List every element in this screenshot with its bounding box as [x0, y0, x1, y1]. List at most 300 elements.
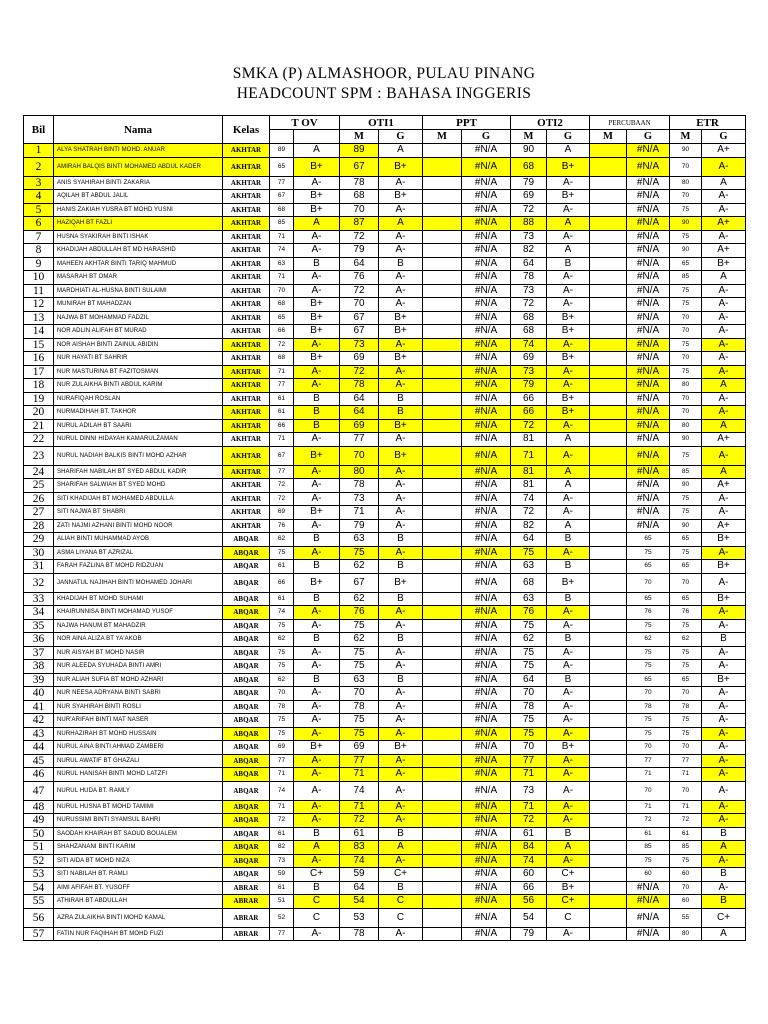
class-name: ABQAR	[223, 546, 270, 560]
tov-mark: 75	[270, 546, 294, 560]
tov-mark: 74	[270, 781, 294, 800]
ppt-grade: #N/A	[462, 533, 511, 547]
tov-mark: 61	[270, 827, 294, 841]
oti2-mark: 72	[511, 419, 547, 433]
oti2-grade: B+	[547, 881, 590, 895]
percubaan-mark	[590, 311, 627, 325]
student-name: ZATI NAJMI AZHANI BINTI MOHD NOOR	[54, 519, 223, 533]
etr-mark: 70	[670, 311, 702, 325]
class-name: AKHTAR	[223, 479, 270, 493]
tov-grade: A-	[294, 619, 340, 633]
table-row	[24, 379, 746, 393]
oti1-grade: B	[379, 257, 423, 271]
etr-grade: A-	[702, 687, 746, 701]
ppt-grade: #N/A	[462, 365, 511, 379]
etr-mark: 61	[670, 827, 702, 841]
percubaan-mark	[590, 606, 627, 620]
percubaan-grade: 75	[627, 727, 670, 741]
oti2-grade: B+	[547, 741, 590, 755]
ppt-grade: #N/A	[462, 546, 511, 560]
row-number: 21	[24, 419, 54, 433]
student-name: MAHEEN AKHTAR BINTI TARIQ MAHMUD	[54, 257, 223, 271]
row-number: 36	[24, 633, 54, 647]
etr-grade: A	[702, 379, 746, 393]
percubaan-grade: #N/A	[627, 379, 670, 393]
oti1-mark: 72	[340, 365, 379, 379]
oti2-mark: 71	[511, 768, 547, 782]
ppt-mark	[423, 687, 462, 701]
ppt-grade: #N/A	[462, 841, 511, 855]
tov-grade: A-	[294, 379, 340, 393]
oti2-mark: 75	[511, 619, 547, 633]
etr-mark: 70	[670, 781, 702, 800]
oti2-mark: 75	[511, 646, 547, 660]
percubaan-mark	[590, 841, 627, 855]
oti2-mark: 73	[511, 781, 547, 800]
oti1-mark: 71	[340, 800, 379, 814]
oti1-mark: 77	[340, 433, 379, 447]
tov-mark: 75	[270, 714, 294, 728]
etr-mark: 90	[670, 519, 702, 533]
percubaan-mark	[590, 754, 627, 768]
ppt-mark	[423, 244, 462, 258]
oti1-mark: 75	[340, 660, 379, 674]
subheader-tov-g	[294, 130, 340, 144]
table-row	[24, 492, 746, 506]
ppt-mark	[423, 573, 462, 592]
student-name: NOR AISHAH BINTI ZAINUL ABIDIN	[54, 338, 223, 352]
ppt-mark	[423, 868, 462, 882]
tov-mark: 68	[270, 352, 294, 366]
class-name: AKHTAR	[223, 311, 270, 325]
etr-grade: A-	[702, 406, 746, 420]
oti2-grade: A-	[547, 687, 590, 701]
ppt-grade: #N/A	[462, 768, 511, 782]
oti1-grade: A-	[379, 244, 423, 258]
class-name: AKHTAR	[223, 352, 270, 366]
student-name: JANNATUL NAJIHAH BINTI MOHAMED JOHARI	[54, 573, 223, 592]
etr-grade: B+	[702, 673, 746, 687]
etr-grade: A-	[702, 325, 746, 339]
ppt-mark	[423, 673, 462, 687]
row-number: 53	[24, 868, 54, 882]
oti2-grade: A	[547, 465, 590, 479]
subheader-oti1-m: M	[340, 130, 379, 144]
oti1-mark: 53	[340, 908, 379, 927]
percubaan-grade: #N/A	[627, 506, 670, 520]
percubaan-grade: 65	[627, 673, 670, 687]
tov-mark: 63	[270, 257, 294, 271]
ppt-grade: #N/A	[462, 465, 511, 479]
tov-grade: B+	[294, 573, 340, 592]
student-name: HANIS ZAKIAH YUSRA BT MOHD YUSNI	[54, 203, 223, 217]
oti1-grade: A	[379, 217, 423, 231]
etr-mark: 60	[670, 895, 702, 909]
ppt-grade: #N/A	[462, 881, 511, 895]
oti1-grade: B+	[379, 573, 423, 592]
student-name: NUR'ARIFAH BINTI MAT NASER	[54, 714, 223, 728]
row-number: 5	[24, 203, 54, 217]
oti1-mark: 75	[340, 727, 379, 741]
tov-mark: 75	[270, 727, 294, 741]
student-name: SITI KHADIJAH BT MOHAMED ABDULLA	[54, 492, 223, 506]
percubaan-grade: #N/A	[627, 190, 670, 204]
ppt-grade: #N/A	[462, 633, 511, 647]
oti1-mark: 75	[340, 619, 379, 633]
table-row	[24, 546, 746, 560]
oti1-mark: 72	[340, 284, 379, 298]
oti1-grade: A-	[379, 284, 423, 298]
etr-mark: 65	[670, 257, 702, 271]
etr-mark: 75	[670, 660, 702, 674]
etr-mark: 75	[670, 338, 702, 352]
oti1-grade: B+	[379, 352, 423, 366]
student-name: HUSNA SYAKIRAH BINTI ISHAK	[54, 230, 223, 244]
student-name: AQILAH BT ABDUL JALIL	[54, 190, 223, 204]
percubaan-mark	[590, 908, 627, 927]
oti2-grade: B	[547, 827, 590, 841]
table-row	[24, 827, 746, 841]
percubaan-grade: #N/A	[627, 519, 670, 533]
table-row	[24, 606, 746, 620]
percubaan-grade: 75	[627, 546, 670, 560]
ppt-grade: #N/A	[462, 257, 511, 271]
oti1-mark: 89	[340, 144, 379, 158]
class-name: ABQAR	[223, 854, 270, 868]
oti1-mark: 75	[340, 646, 379, 660]
oti2-mark: 82	[511, 244, 547, 258]
tov-grade: A-	[294, 365, 340, 379]
table-row	[24, 895, 746, 909]
row-number: 16	[24, 352, 54, 366]
etr-grade: C+	[702, 908, 746, 927]
ppt-mark	[423, 271, 462, 285]
table-row	[24, 298, 746, 312]
ppt-mark	[423, 619, 462, 633]
tov-grade: B	[294, 257, 340, 271]
etr-grade: B	[702, 633, 746, 647]
tov-grade: B+	[294, 311, 340, 325]
oti2-grade: A-	[547, 927, 590, 941]
oti2-mark: 71	[511, 446, 547, 465]
table-row	[24, 560, 746, 574]
ppt-grade: #N/A	[462, 298, 511, 312]
ppt-grade: #N/A	[462, 687, 511, 701]
oti1-grade: B+	[379, 157, 423, 176]
row-number: 49	[24, 814, 54, 828]
oti1-grade: A-	[379, 176, 423, 190]
etr-mark: 75	[670, 646, 702, 660]
tov-grade: B+	[294, 325, 340, 339]
tov-grade: A-	[294, 338, 340, 352]
percubaan-grade: #N/A	[627, 284, 670, 298]
etr-grade: A-	[702, 492, 746, 506]
etr-grade: B+	[702, 257, 746, 271]
tov-grade: A-	[294, 230, 340, 244]
tov-mark: 70	[270, 687, 294, 701]
etr-mark: 75	[670, 714, 702, 728]
oti1-grade: A-	[379, 927, 423, 941]
percubaan-grade: 65	[627, 560, 670, 574]
percubaan-mark	[590, 352, 627, 366]
oti2-grade: C+	[547, 868, 590, 882]
percubaan-mark	[590, 646, 627, 660]
percubaan-mark	[590, 727, 627, 741]
ppt-grade: #N/A	[462, 908, 511, 927]
ppt-grade: #N/A	[462, 392, 511, 406]
percubaan-grade: #N/A	[627, 257, 670, 271]
row-number: 55	[24, 895, 54, 909]
oti1-mark: 67	[340, 573, 379, 592]
etr-grade: A-	[702, 352, 746, 366]
subheader-oti2-m: M	[511, 130, 547, 144]
ppt-grade: #N/A	[462, 781, 511, 800]
tov-grade: B	[294, 673, 340, 687]
etr-grade: A-	[702, 700, 746, 714]
oti2-grade: B+	[547, 157, 590, 176]
oti1-grade: A-	[379, 727, 423, 741]
ppt-mark	[423, 881, 462, 895]
student-name: NOR AINA ALIZA BT YA'AKOB	[54, 633, 223, 647]
percubaan-grade: 77	[627, 754, 670, 768]
oti2-grade: A-	[547, 338, 590, 352]
oti2-grade: B+	[547, 573, 590, 592]
ppt-mark	[423, 700, 462, 714]
table-row	[24, 311, 746, 325]
table-row	[24, 841, 746, 855]
subheader-etr-g: G	[702, 130, 746, 144]
row-number: 1	[24, 144, 54, 158]
table-row	[24, 406, 746, 420]
percubaan-grade: 61	[627, 827, 670, 841]
tov-mark: 71	[270, 768, 294, 782]
header-oti1: OTI1	[340, 116, 423, 130]
tov-mark: 85	[270, 217, 294, 231]
table-row	[24, 392, 746, 406]
oti1-mark: 69	[340, 419, 379, 433]
percubaan-mark	[590, 519, 627, 533]
percubaan-mark	[590, 800, 627, 814]
oti1-grade: A	[379, 144, 423, 158]
oti1-mark: 63	[340, 673, 379, 687]
oti2-mark: 69	[511, 352, 547, 366]
class-name: ABQAR	[223, 660, 270, 674]
table-row	[24, 673, 746, 687]
ppt-grade: #N/A	[462, 519, 511, 533]
header-tov: T OV	[270, 116, 340, 130]
etr-mark: 90	[670, 479, 702, 493]
student-name: NUR ALEEDA SYUHADA BINTI AMRI	[54, 660, 223, 674]
row-number: 42	[24, 714, 54, 728]
ppt-grade: #N/A	[462, 606, 511, 620]
ppt-grade: #N/A	[462, 573, 511, 592]
oti1-grade: A-	[379, 271, 423, 285]
oti2-grade: B+	[547, 311, 590, 325]
ppt-grade: #N/A	[462, 492, 511, 506]
table-row	[24, 854, 746, 868]
ppt-mark	[423, 781, 462, 800]
percubaan-grade: 60	[627, 868, 670, 882]
tov-mark: 61	[270, 406, 294, 420]
tov-grade: B+	[294, 298, 340, 312]
ppt-mark	[423, 406, 462, 420]
oti1-grade: B	[379, 533, 423, 547]
oti2-grade: B+	[547, 392, 590, 406]
oti2-grade: C	[547, 908, 590, 927]
tov-grade: A-	[294, 768, 340, 782]
etr-grade: A+	[702, 433, 746, 447]
tov-mark: 68	[270, 203, 294, 217]
tov-mark: 69	[270, 741, 294, 755]
ppt-mark	[423, 176, 462, 190]
table-row	[24, 687, 746, 701]
ppt-mark	[423, 727, 462, 741]
row-number: 12	[24, 298, 54, 312]
oti1-grade: A-	[379, 479, 423, 493]
oti2-mark: 75	[511, 727, 547, 741]
etr-grade: A	[702, 176, 746, 190]
etr-mark: 75	[670, 203, 702, 217]
oti1-mark: 54	[340, 895, 379, 909]
ppt-grade: #N/A	[462, 714, 511, 728]
etr-grade: A-	[702, 365, 746, 379]
class-name: ABQAR	[223, 633, 270, 647]
row-number: 19	[24, 392, 54, 406]
table-row	[24, 741, 746, 755]
tov-mark: 89	[270, 144, 294, 158]
ppt-mark	[423, 633, 462, 647]
oti1-grade: B+	[379, 741, 423, 755]
oti1-mark: 67	[340, 311, 379, 325]
oti2-grade: B	[547, 592, 590, 606]
oti1-grade: A-	[379, 492, 423, 506]
student-name: ATHIRAH BT ABDULLAH	[54, 895, 223, 909]
class-name: AKHTAR	[223, 338, 270, 352]
table-row	[24, 727, 746, 741]
table-row	[24, 814, 746, 828]
table-row	[24, 781, 746, 800]
class-name: ABQAR	[223, 768, 270, 782]
etr-grade: B+	[702, 592, 746, 606]
percubaan-mark	[590, 673, 627, 687]
oti1-mark: 70	[340, 446, 379, 465]
etr-grade: A-	[702, 646, 746, 660]
headcount-table	[23, 115, 746, 941]
tov-mark: 73	[270, 854, 294, 868]
oti2-mark: 63	[511, 560, 547, 574]
etr-mark: 65	[670, 560, 702, 574]
header-kelas: Kelas	[223, 116, 270, 144]
ppt-mark	[423, 365, 462, 379]
ppt-mark	[423, 325, 462, 339]
etr-grade: A	[702, 841, 746, 855]
tov-mark: 69	[270, 506, 294, 520]
oti1-grade: A-	[379, 433, 423, 447]
ppt-grade: #N/A	[462, 244, 511, 258]
oti1-mark: 62	[340, 560, 379, 574]
student-name: KHADIJAH ABDULLAH BT MD HARASHID	[54, 244, 223, 258]
etr-mark: 75	[670, 492, 702, 506]
table-row	[24, 646, 746, 660]
table-row	[24, 271, 746, 285]
oti2-mark: 88	[511, 217, 547, 231]
student-name: NUR ZULAIKHA BINTI ABDUL KARIM	[54, 379, 223, 393]
class-name: ABQAR	[223, 727, 270, 741]
etr-grade: A-	[702, 854, 746, 868]
class-name: AKHTAR	[223, 176, 270, 190]
oti2-grade: A-	[547, 230, 590, 244]
ppt-mark	[423, 741, 462, 755]
percubaan-grade: 71	[627, 800, 670, 814]
ppt-grade: #N/A	[462, 814, 511, 828]
row-number: 29	[24, 533, 54, 547]
oti2-grade: A-	[547, 800, 590, 814]
oti1-mark: 76	[340, 271, 379, 285]
etr-grade: A+	[702, 144, 746, 158]
row-number: 27	[24, 506, 54, 520]
class-name: AKHTAR	[223, 284, 270, 298]
class-name: AKHTAR	[223, 271, 270, 285]
row-number: 38	[24, 660, 54, 674]
row-number: 39	[24, 673, 54, 687]
oti2-mark: 77	[511, 754, 547, 768]
student-name: KHAIRUNNISA BINTI MOHAMAD YUSOF	[54, 606, 223, 620]
etr-mark: 90	[670, 244, 702, 258]
oti2-grade: A	[547, 479, 590, 493]
oti1-grade: A-	[379, 768, 423, 782]
etr-grade: A-	[702, 800, 746, 814]
percubaan-mark	[590, 244, 627, 258]
percubaan-grade: 75	[627, 619, 670, 633]
percubaan-mark	[590, 338, 627, 352]
etr-mark: 75	[670, 365, 702, 379]
percubaan-mark	[590, 465, 627, 479]
oti2-grade: A	[547, 217, 590, 231]
student-name: NURUSSIMI BINTI SYAMSUL BAHRI	[54, 814, 223, 828]
percubaan-mark	[590, 560, 627, 574]
ppt-grade: #N/A	[462, 927, 511, 941]
oti1-mark: 73	[340, 492, 379, 506]
percubaan-grade: #N/A	[627, 203, 670, 217]
percubaan-grade: 85	[627, 841, 670, 855]
header-oti2: OTI2	[511, 116, 590, 130]
class-name: AKHTAR	[223, 144, 270, 158]
tov-mark: 59	[270, 868, 294, 882]
oti1-mark: 71	[340, 506, 379, 520]
etr-mark: 90	[670, 217, 702, 231]
class-name: ABRAR	[223, 908, 270, 927]
percubaan-grade: 75	[627, 714, 670, 728]
table-row	[24, 217, 746, 231]
etr-grade: A-	[702, 754, 746, 768]
class-name: AKHTAR	[223, 419, 270, 433]
page-subtitle: HEADCOUNT SPM : BAHASA INGGERIS	[236, 85, 532, 102]
row-number: 14	[24, 325, 54, 339]
oti2-mark: 81	[511, 465, 547, 479]
student-name: MARDHIATI AL-HUSNA BINTI SULAIMI	[54, 284, 223, 298]
tov-grade: B	[294, 533, 340, 547]
tov-mark: 62	[270, 673, 294, 687]
percubaan-mark	[590, 660, 627, 674]
oti1-grade: B+	[379, 325, 423, 339]
oti2-mark: 74	[511, 854, 547, 868]
oti2-grade: B	[547, 560, 590, 574]
etr-mark: 75	[670, 619, 702, 633]
oti1-grade: A-	[379, 203, 423, 217]
percubaan-mark	[590, 433, 627, 447]
oti2-mark: 72	[511, 506, 547, 520]
tov-grade: B+	[294, 203, 340, 217]
